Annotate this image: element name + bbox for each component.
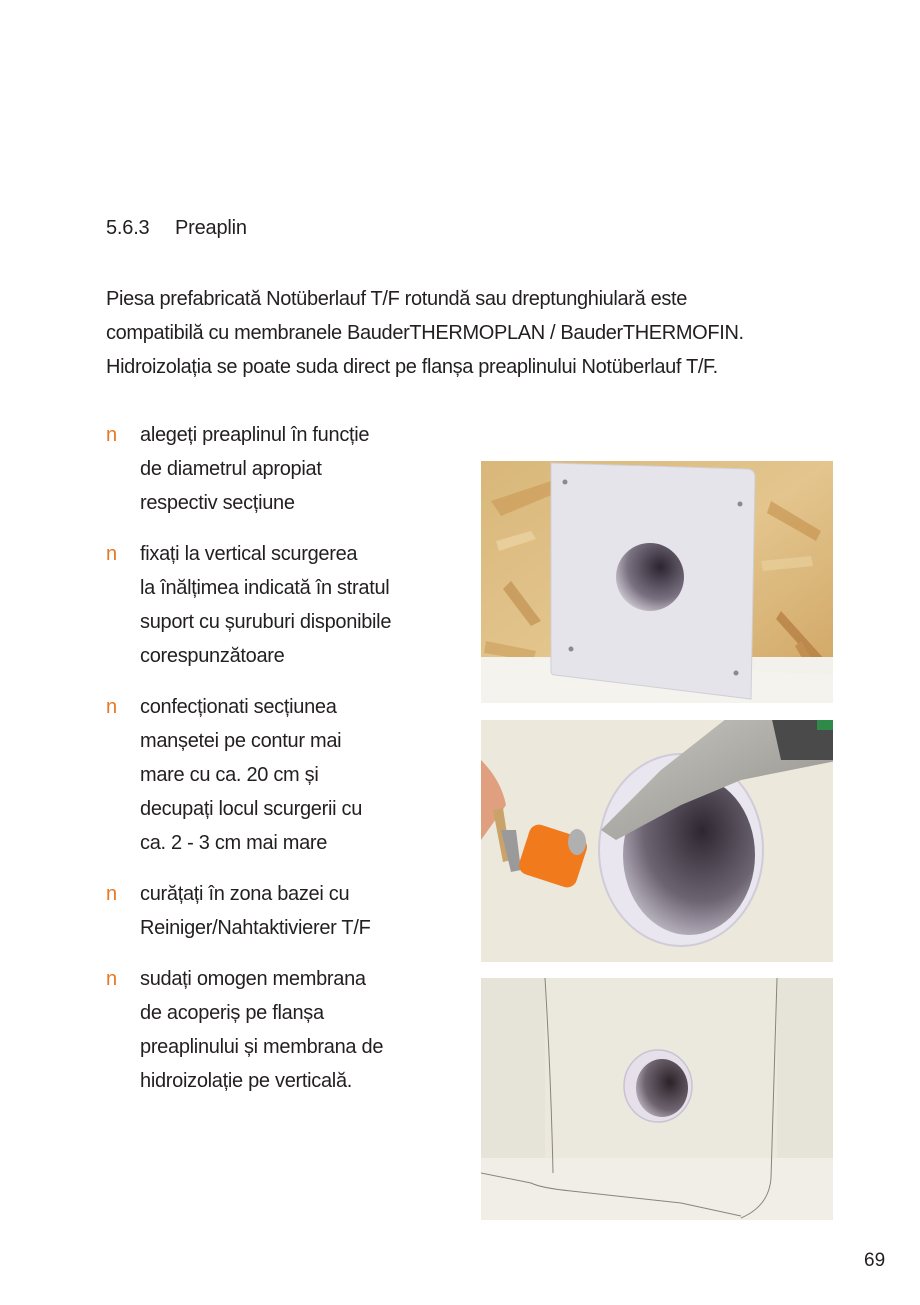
step-line: ca. 2 - 3 cm mai mare [140, 832, 328, 854]
bullet-marker-icon: n [106, 968, 117, 990]
step-line: curățați în zona bazei cu [140, 883, 350, 905]
bullet-marker-icon: n [106, 883, 117, 905]
step-line: sudați omogen membrana [140, 968, 366, 990]
step-item [106, 537, 466, 673]
step-line: decupați locul scurgerii cu [140, 798, 363, 820]
step-item [106, 418, 466, 520]
step-line: la înălțimea indicată în stratul [140, 577, 390, 599]
step-line: corespunzătoare [140, 645, 285, 667]
intro-paragraph [106, 282, 866, 384]
step-item [106, 690, 466, 860]
step-line: hidroizolație pe verticală. [140, 1070, 353, 1092]
bullet-marker-icon: n [106, 543, 117, 565]
step-line: respectiv secțiune [140, 492, 295, 514]
bullet-marker-icon: n [106, 696, 117, 718]
step-line: de acoperiș pe flanșa [140, 1002, 324, 1024]
step-line: fixați la vertical scurgerea [140, 543, 358, 565]
intro-line: Piesa prefabricată Notüberlauf T/F rotundă sau dreptunghiulară este [106, 288, 687, 310]
step-line: suport cu șuruburi disponibile [140, 611, 392, 633]
intro-line: compatibilă cu membranele BauderTHERMOPLAN / BauderTHERMOFIN. [106, 322, 744, 344]
photo-finished-membrane [481, 978, 833, 1220]
intro-line: Hidroizolația se poate suda direct pe flanșa preaplinului Notüberlauf T/F. [106, 356, 718, 378]
photo-flange-on-osb [481, 461, 833, 703]
step-line: de diametrul apropiat [140, 458, 322, 480]
step-line: confecționati secțiunea [140, 696, 337, 718]
steps-list [106, 418, 466, 1115]
step-line: manșetei pe contur mai [140, 730, 342, 752]
step-item [106, 877, 466, 945]
section-heading [106, 217, 247, 240]
step-line: mare cu ca. 20 cm și [140, 764, 319, 786]
photo-welding-membrane [481, 720, 833, 962]
step-line: Reiniger/Nahtaktivierer T/F [140, 917, 371, 939]
section-number: 5.6.3 [106, 217, 150, 239]
step-item [106, 962, 466, 1098]
bullet-marker-icon: n [106, 424, 117, 446]
step-line: alegeți preaplinul în funcție [140, 424, 370, 446]
section-title: Preaplin [175, 217, 247, 239]
page-number: 69 [864, 1250, 886, 1271]
step-line: preaplinului și membrana de [140, 1036, 384, 1058]
